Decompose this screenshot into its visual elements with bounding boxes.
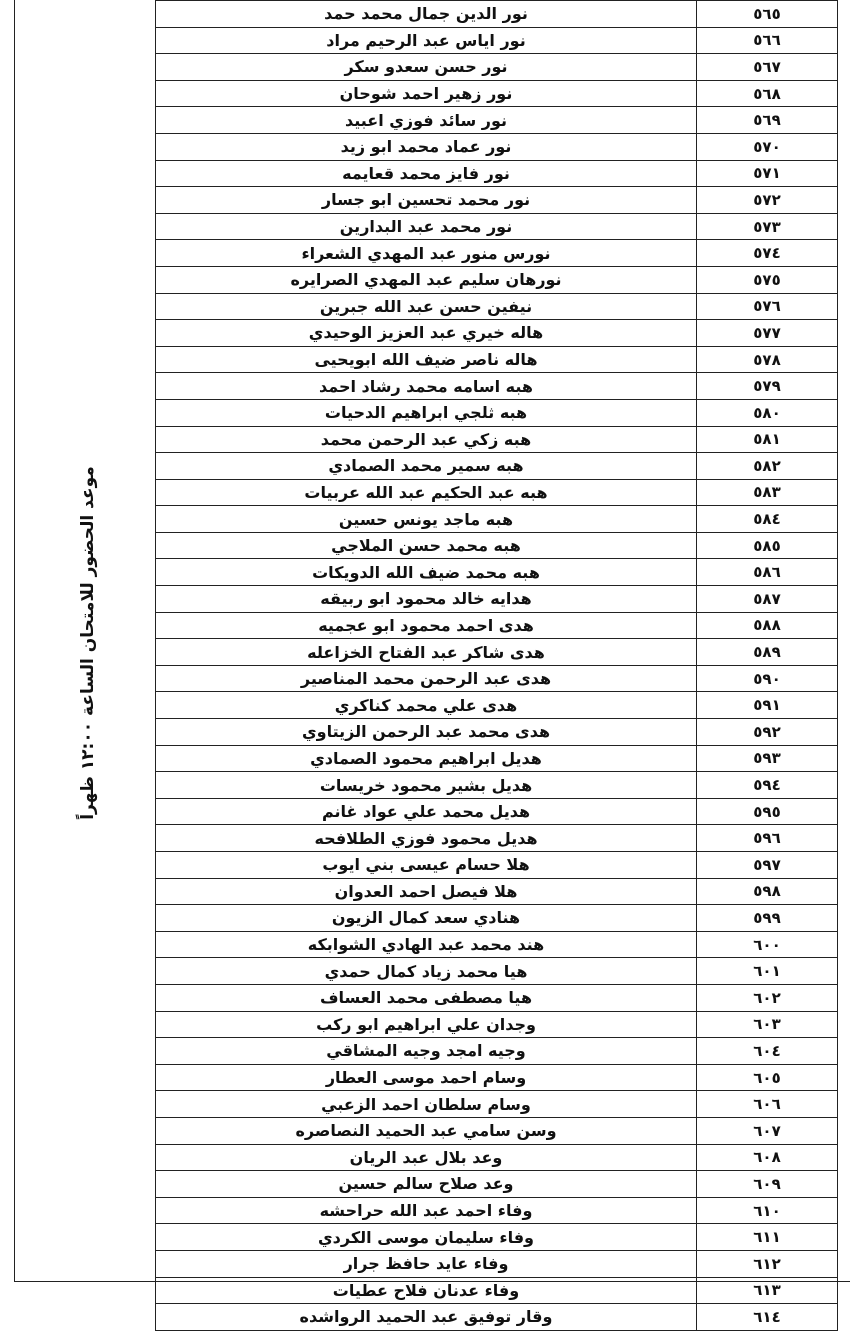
student-name: هاله خيري عبد العزيز الوحيدي <box>156 320 697 347</box>
table-row <box>156 213 838 240</box>
table-row <box>156 426 838 453</box>
student-name: نور الدين جمال محمد حمد <box>156 1 697 28</box>
row-number: ٥٦٨ <box>697 80 838 107</box>
row-number: ٥٩٥ <box>697 798 838 825</box>
table-row <box>156 692 838 719</box>
student-name: هيا مصطفى محمد العساف <box>156 984 697 1011</box>
table-row <box>156 772 838 799</box>
row-number: ٦١٣ <box>697 1277 838 1304</box>
row-number: ٥٦٧ <box>697 54 838 81</box>
student-name: هدى محمد عبد الرحمن الزيتاوي <box>156 719 697 746</box>
table-row <box>156 984 838 1011</box>
table-row <box>156 293 838 320</box>
row-number: ٥٨٢ <box>697 453 838 480</box>
table-row <box>156 373 838 400</box>
row-number: ٥٩١ <box>697 692 838 719</box>
student-name: هبه محمد حسن الملاجي <box>156 532 697 559</box>
row-number: ٦٠١ <box>697 958 838 985</box>
table-row <box>156 266 838 293</box>
student-name: هيا محمد زياد كمال حمدي <box>156 958 697 985</box>
table-row <box>156 532 838 559</box>
row-number: ٥٨٣ <box>697 479 838 506</box>
student-name: هند محمد عبد الهادي الشوابكه <box>156 931 697 958</box>
row-number: ٦١٢ <box>697 1250 838 1277</box>
row-number: ٥٧٩ <box>697 373 838 400</box>
student-name: نورهان سليم عبد المهدي الصرايره <box>156 266 697 293</box>
table-row <box>156 852 838 879</box>
table-row <box>156 1011 838 1038</box>
student-name: هبه محمد ضيف الله الدويكات <box>156 559 697 586</box>
row-number: ٥٨٥ <box>697 532 838 559</box>
table-row <box>156 958 838 985</box>
table-row <box>156 1117 838 1144</box>
student-name: هبه سمير محمد الصمادي <box>156 453 697 480</box>
student-name: هاله ناصر ضيف الله ابويحيى <box>156 346 697 373</box>
table-row <box>156 586 838 613</box>
row-number: ٥٩٤ <box>697 772 838 799</box>
student-name: هدى علي محمد كناكري <box>156 692 697 719</box>
row-number: ٥٨٩ <box>697 639 838 666</box>
row-number: ٥٩٦ <box>697 825 838 852</box>
student-name: هدى عبد الرحمن محمد المناصير <box>156 665 697 692</box>
roster-body <box>156 1 838 1331</box>
table-row <box>156 1197 838 1224</box>
student-name: هنادي سعد كمال الزيون <box>156 905 697 932</box>
row-number: ٥٧١ <box>697 160 838 187</box>
row-number: ٦٠٤ <box>697 1038 838 1065</box>
table-row <box>156 1277 838 1304</box>
table-row <box>156 54 838 81</box>
student-name: هدى احمد محمود ابو عجميه <box>156 612 697 639</box>
student-name: هدى شاكر عبد الفتاح الخزاعله <box>156 639 697 666</box>
student-name: وفاء احمد عبد الله حراحشه <box>156 1197 697 1224</box>
table-row <box>156 825 838 852</box>
table-row <box>156 133 838 160</box>
table-row <box>156 1144 838 1171</box>
row-number: ٥٩٨ <box>697 878 838 905</box>
student-name: وفاء عدنان فلاح عطيات <box>156 1277 697 1304</box>
row-number: ٦١٤ <box>697 1304 838 1331</box>
student-name: وفاء عايد حافظ جرار <box>156 1250 697 1277</box>
row-number: ٦٠٩ <box>697 1171 838 1198</box>
table-row <box>156 665 838 692</box>
row-number: ٥٨١ <box>697 426 838 453</box>
student-name: نور فايز محمد قعايمه <box>156 160 697 187</box>
student-name: نورس منور عبد المهدي الشعراء <box>156 240 697 267</box>
table-row <box>156 1064 838 1091</box>
table-row <box>156 399 838 426</box>
student-name: وسام سلطان احمد الزعبي <box>156 1091 697 1118</box>
table-row <box>156 612 838 639</box>
student-name: هديل محمد علي عواد غانم <box>156 798 697 825</box>
student-name: هبه عبد الحكيم عبد الله عربيات <box>156 479 697 506</box>
row-number: ٦١٠ <box>697 1197 838 1224</box>
student-name: وعد بلال عبد الريان <box>156 1144 697 1171</box>
table-row <box>156 745 838 772</box>
row-number: ٦٠٢ <box>697 984 838 1011</box>
table-row <box>156 187 838 214</box>
student-name: وعد صلاح سالم حسين <box>156 1171 697 1198</box>
row-number: ٦٠٦ <box>697 1091 838 1118</box>
student-name: نور زهير احمد شوحان <box>156 80 697 107</box>
student-name: وسام احمد موسى العطار <box>156 1064 697 1091</box>
row-number: ٥٧٤ <box>697 240 838 267</box>
student-name: هبه اسامه محمد رشاد احمد <box>156 373 697 400</box>
student-name: نور عماد محمد ابو زيد <box>156 133 697 160</box>
row-number: ٥٩٩ <box>697 905 838 932</box>
table-row <box>156 107 838 134</box>
student-name: نور محمد تحسين ابو جسار <box>156 187 697 214</box>
row-number: ٥٩٢ <box>697 719 838 746</box>
row-number: ٥٨٠ <box>697 399 838 426</box>
table-row <box>156 346 838 373</box>
table-row <box>156 1 838 28</box>
student-name: نور حسن سعدو سكر <box>156 54 697 81</box>
student-name: هبه زكي عبد الرحمن محمد <box>156 426 697 453</box>
student-name: هبه ثلجي ابراهيم الدحيات <box>156 399 697 426</box>
row-number: ٥٦٩ <box>697 107 838 134</box>
table-row <box>156 719 838 746</box>
table-row <box>156 639 838 666</box>
row-number: ٥٧٦ <box>697 293 838 320</box>
table-row <box>156 80 838 107</box>
row-number: ٥٦٥ <box>697 1 838 28</box>
row-number: ٦٠٥ <box>697 1064 838 1091</box>
table-row <box>156 1250 838 1277</box>
table-row <box>156 160 838 187</box>
row-number: ٦٠٧ <box>697 1117 838 1144</box>
table-row <box>156 506 838 533</box>
table-row <box>156 878 838 905</box>
row-number: ٥٨٦ <box>697 559 838 586</box>
row-number: ٦٠٣ <box>697 1011 838 1038</box>
row-number: ٥٦٦ <box>697 27 838 54</box>
row-number: ٥٧٧ <box>697 320 838 347</box>
table-row <box>156 27 838 54</box>
row-number: ٥٩٠ <box>697 665 838 692</box>
table-row <box>156 559 838 586</box>
row-number: ٥٧٢ <box>697 187 838 214</box>
row-number: ٥٩٧ <box>697 852 838 879</box>
row-number: ٥٧٣ <box>697 213 838 240</box>
row-number: ٥٩٣ <box>697 745 838 772</box>
table-row <box>156 1171 838 1198</box>
student-name: نيفين حسن عبد الله جبرين <box>156 293 697 320</box>
row-number: ٥٨٤ <box>697 506 838 533</box>
row-number: ٥٧٠ <box>697 133 838 160</box>
student-name: هديل محمود فوزي الطلافحه <box>156 825 697 852</box>
student-name: وسن سامي عبد الحميد النصاصره <box>156 1117 697 1144</box>
row-number: ٥٧٥ <box>697 266 838 293</box>
student-name: نور اياس عبد الرحيم مراد <box>156 27 697 54</box>
table-row <box>156 1091 838 1118</box>
student-name: هلا حسام عيسى بني ايوب <box>156 852 697 879</box>
table-row <box>156 1038 838 1065</box>
student-name: هبه ماجد يونس حسين <box>156 506 697 533</box>
student-name: هديل ابراهيم محمود الصمادي <box>156 745 697 772</box>
row-number: ٥٨٧ <box>697 586 838 613</box>
row-number: ٦١١ <box>697 1224 838 1251</box>
table-row <box>156 240 838 267</box>
table-row <box>156 798 838 825</box>
row-number: ٦٠٨ <box>697 1144 838 1171</box>
row-number: ٦٠٠ <box>697 931 838 958</box>
student-name: هلا فيصل احمد العدوان <box>156 878 697 905</box>
row-number: ٥٨٨ <box>697 612 838 639</box>
page-border-left <box>14 0 15 1282</box>
student-roster-table <box>155 0 838 1331</box>
exam-time-note-text: موعد الحضور للامتحان الساعة ١٢:٠٠ ظهراً <box>78 466 98 820</box>
table-row <box>156 905 838 932</box>
table-row <box>156 931 838 958</box>
table-row <box>156 1304 838 1331</box>
student-name: هديل بشير محمود خريسات <box>156 772 697 799</box>
student-name: هدايه خالد محمود ابو ربيقه <box>156 586 697 613</box>
table-row <box>156 1224 838 1251</box>
student-name: وجيه امجد وجيه المشاقي <box>156 1038 697 1065</box>
student-name: وجدان علي ابراهيم ابو ركب <box>156 1011 697 1038</box>
row-number: ٥٧٨ <box>697 346 838 373</box>
table-row <box>156 453 838 480</box>
student-name: وقار توفيق عبد الحميد الرواشده <box>156 1304 697 1331</box>
table-row <box>156 479 838 506</box>
student-name: نور محمد عبد البدارين <box>156 213 697 240</box>
table-row <box>156 320 838 347</box>
student-name: وفاء سليمان موسى الكردي <box>156 1224 697 1251</box>
student-name: نور سائد فوزي اعبيد <box>156 107 697 134</box>
